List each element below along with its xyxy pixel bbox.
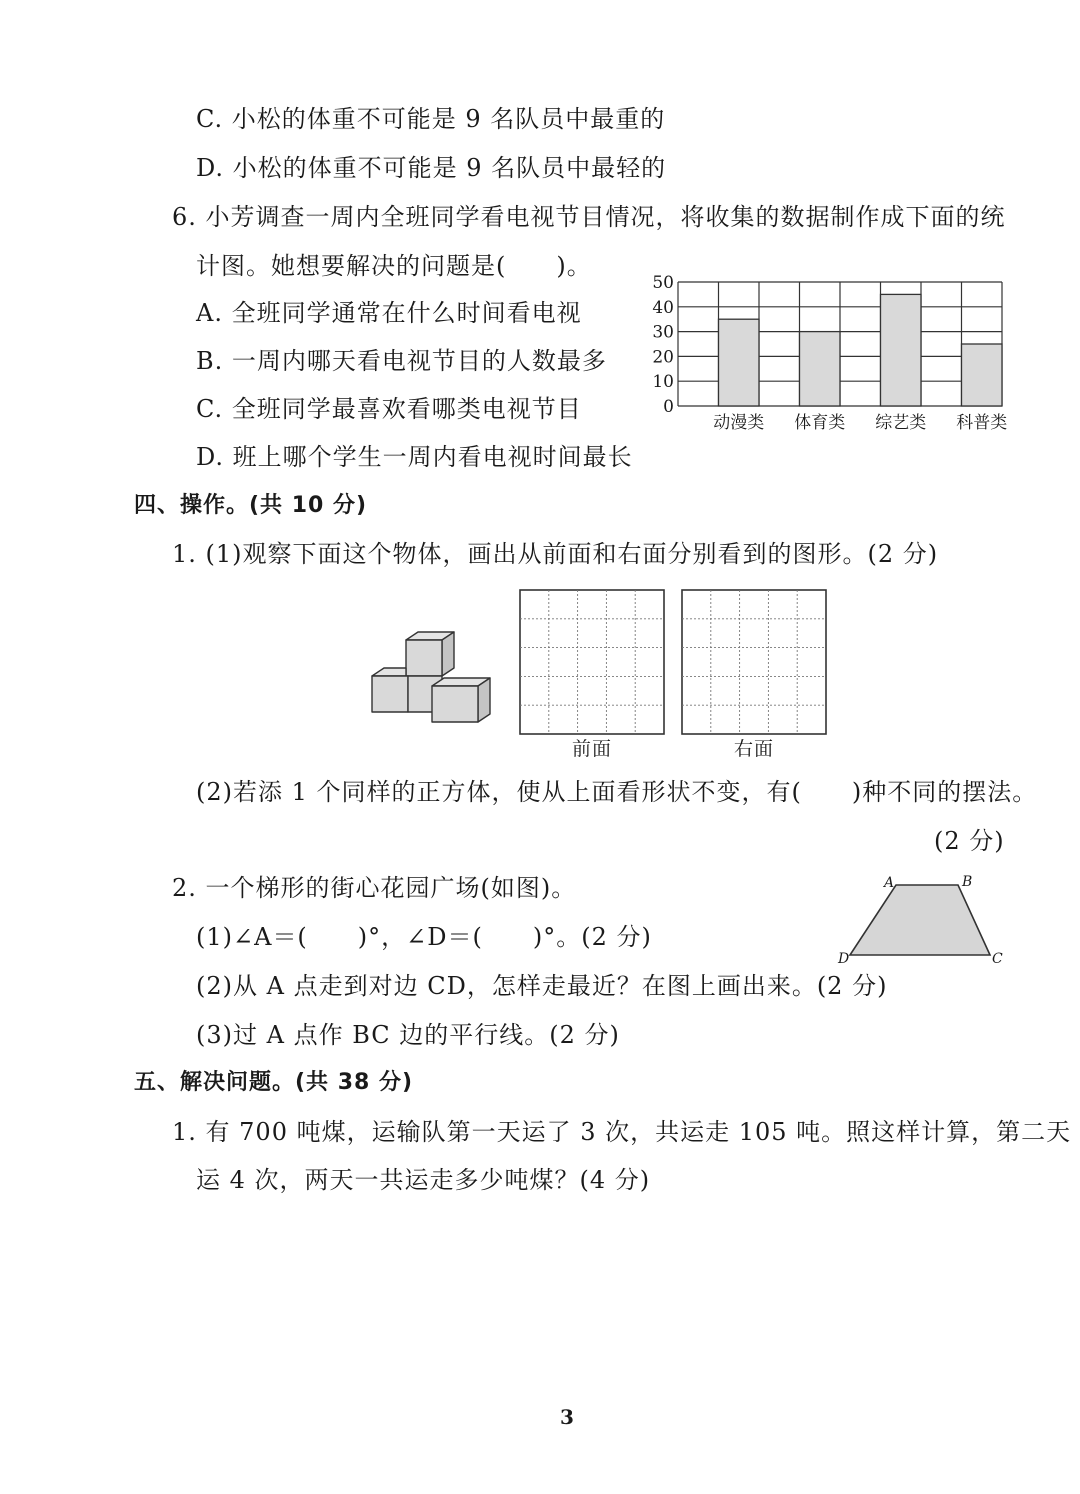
category-label: 体育类 (794, 413, 846, 433)
y-tick-label: 50 (652, 273, 674, 293)
q6-option-b: B. 一周内哪天看电视节目的人数最多 (196, 347, 607, 375)
q6-stem-line2: 计图。她想要解决的问题是( )。 (196, 252, 592, 280)
s5-q1-line2: 运 4 次，两天一共运走多少吨煤？(4 分) (196, 1166, 651, 1194)
s5-q1-line1: 1. 有 700 吨煤，运输队第一天运了 3 次，共运走 105 吨。照这样计算，第二天 (172, 1118, 1072, 1146)
category-label: 科普类 (956, 413, 1008, 433)
bar-科普类 (962, 344, 1003, 406)
y-tick-label: 10 (652, 372, 674, 393)
y-tick-label: 40 (652, 297, 674, 318)
s4-q1-part1: 1. (1)观察下面这个物体，画出从前面和右面分别看到的图形。(2 分) (172, 540, 939, 568)
y-tick-label: 20 (652, 347, 674, 368)
page-number: 3 (560, 1405, 575, 1429)
vertex-label-a: A (884, 875, 895, 891)
vertex-label-b: B (962, 874, 973, 890)
q6-option-d: D. 班上哪个学生一周内看电视时间最长 (196, 443, 633, 471)
bar-体育类 (800, 332, 841, 406)
q5-option-c: C. 小松的体重不可能是 9 名队员中最重的 (196, 105, 666, 133)
s4-q2-stem: 2. 一个梯形的街心花园广场(如图)。 (172, 874, 577, 902)
front-grid-label: 前面 (572, 738, 613, 760)
s4-q2-part2: (2)从 A 点走到对边 CD，怎样走最近？在图上画出来。(2 分) (196, 972, 888, 1000)
right-grid-label: 右面 (734, 738, 775, 760)
vertex-label-d: D (838, 951, 850, 967)
s4-q2-part3: (3)过 A 点作 BC 边的平行线。(2 分) (196, 1021, 620, 1049)
y-tick-label: 30 (652, 322, 674, 343)
s4-q2-part1: (1)∠A＝( )°，∠D＝( )°。(2 分) (196, 923, 652, 951)
tv-program-bar-chart (640, 268, 1020, 440)
q6-option-a: A. 全班同学通常在什么时间看电视 (196, 299, 582, 327)
category-label: 动漫类 (713, 413, 765, 433)
cube-stack-drawing (366, 628, 496, 728)
q6-option-c: C. 全班同学最喜欢看哪类电视节目 (196, 395, 582, 423)
section-4-heading: 四、操作。(共 10 分) (134, 493, 368, 518)
s4-q1-part2: (2)若添 1 个同样的正方体，使从上面看形状不变，有( )种不同的摆法。 (196, 778, 1038, 806)
right-view-grid[interactable] (681, 589, 828, 736)
trapezoid-figure[interactable] (832, 872, 1012, 972)
category-label: 综艺类 (875, 413, 927, 433)
vertex-label-c: C (992, 951, 1003, 967)
y-tick-label: 0 (663, 397, 674, 417)
s4-q1-part2-score: (2 分) (934, 827, 1005, 855)
front-view-grid[interactable] (519, 589, 666, 736)
section-5-heading: 五、解决问题。(共 38 分) (134, 1070, 414, 1095)
bar-综艺类 (881, 294, 922, 406)
bar-动漫类 (719, 319, 760, 406)
q5-option-d: D. 小松的体重不可能是 9 名队员中最轻的 (196, 154, 667, 182)
q6-stem-line1: 6. 小芳调查一周内全班同学看电视节目情况，将收集的数据制作成下面的统 (172, 203, 1006, 231)
